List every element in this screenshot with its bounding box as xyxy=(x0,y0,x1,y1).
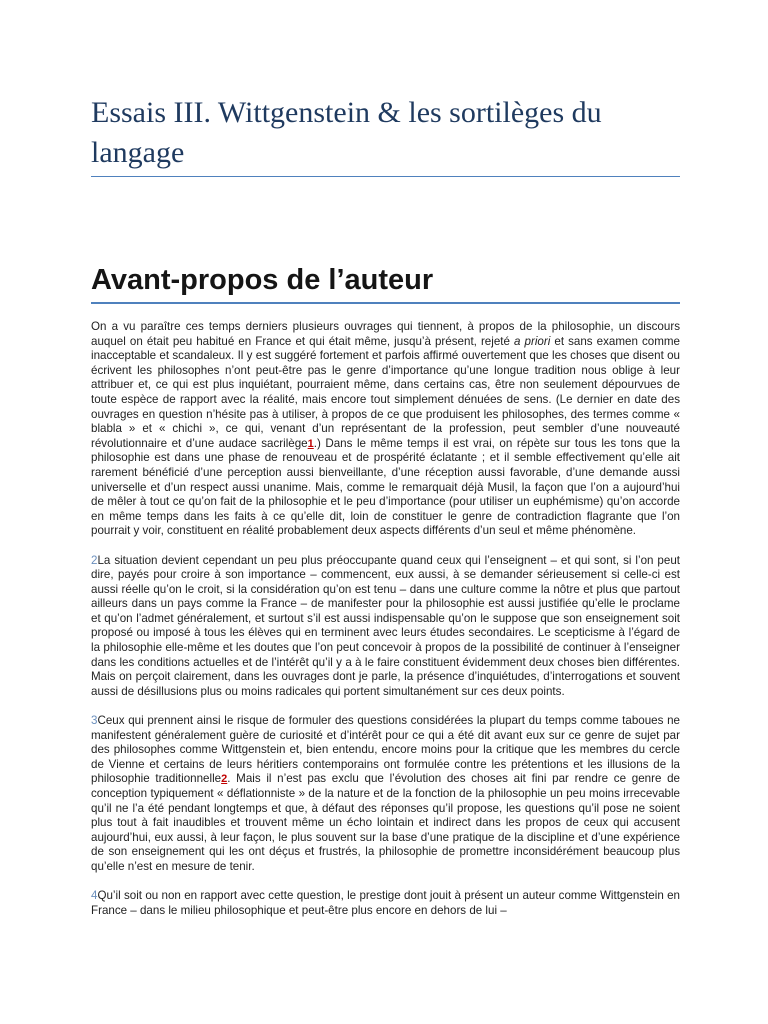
paragraph-text: .) Dans le même temps il est vrai, on répète sur tous les tons que la philosophie est dans une phase de renouveau et de prospérité éclatante ; et il semble effectivement qu’elle ait rarement bénéficié d’une perception aussi bienveillante, d’une réception aussi favorable, d’une demande aussi universelle et d’un respect aussi unanime. Mais, comme le remarquait déjà Musil, la façon que l’on a aujourd’hui de mêler à tout ce qu’on fait de la philosophie et le peu d’importance (pour utiliser un euphémisme) qu’on accorde en même temps dans les faits à ce qu’elle dit, loin de constituer le genre de contradiction flagrante que l’on pourrait y voir, constituent en réalité probablement deux aspects différents d’un seul et même phénomène. xyxy=(91,436,680,538)
italic-phrase: a priori xyxy=(514,334,551,348)
paragraph-2 xyxy=(91,554,680,700)
paragraph-text: Qu’il soit ou non en rapport avec cette question, le prestige dont jouit à présent un auteur comme Wittgenstein en France – dans le milieu philosophique et peut-être plus encore en dehors de lui – xyxy=(91,889,680,917)
footnote-link-2[interactable]: 2 xyxy=(221,773,228,786)
section-divider xyxy=(91,302,680,304)
section-title: Avant-propos de l’auteur xyxy=(91,264,434,296)
paragraph-4 xyxy=(91,889,680,918)
document-title: Essais III. Wittgenstein & les sortilèges du langage xyxy=(91,96,602,169)
paragraph-1 xyxy=(91,320,680,539)
paragraph-text: Ceux qui prennent ainsi le risque de formuler des questions considérées la plupart du temps comme taboues ne manifestent généralement guère de curiosité et d’intérêt pour ce qui a été dit avant eux sur ce genre de sujet par des philosophes comme Wittgenstein et, bien entendu, encore moins pour la critique que les membres du cercle de Vienne et certains de leurs héritiers contemporains ont formulée contre les prétentions et les illusions de la philosophie traditionnelle xyxy=(91,714,680,786)
document-body xyxy=(91,320,680,933)
paragraph-text: On a vu paraître ces temps derniers plusieurs ouvrages qui tiennent, à propos de la philosophie, un discours auquel on était peu habitué en France et qui était même, jusqu’à présent, rejeté xyxy=(91,320,680,348)
paragraph-number: 4 xyxy=(91,889,98,903)
paragraph-text: La situation devient cependant un peu plus préoccupante quand ceux qui l’enseignent – et qui sont, si l’on peut dire, payés pour croire à son importance – commencent, eux aussi, à se demander sérieusement si celle-ci est aussi réelle qu’on le croit, si la considération qu’on est tenu – dans une culture comme la nôtre et plus que partout ailleurs dans un pays comme la France – de manifester pour la philosophie est aussi justifiée qu’elle le proclame et qu’on l’admet généralement, et surtout s’il est aussi indispensable qu’on le suppose que son enseignement soit proposé ou imposé à tous les élèves qui en terminent avec leurs études secondaires. Le scepticisme à l’égard de la philosophie elle-même et les doutes que l’on peut concevoir à propos de la possibilité de continuer à l’enseigner dans les conditions actuelles et de l’intérêt qu’il y a à le faire constituent évidemment deux choses bien différentes. Mais on perçoit clairement, dans les ouvrages dont je parle, la présence d’inquiétudes, d’interrogations et souvent aussi de désillusions plus ou moins radicales qui portent simultanément sur ces deux points. xyxy=(91,553,680,698)
paragraph-text: . Mais il n’est pas exclu que l’évolution des choses ait fini par rendre ce genre de conception typiquement « déflationniste » de la nature et de la fonction de la philosophie un peu moins irrecevable qu’il ne l’a été pendant longtemps et que, à défaut des réponses qu’il propose, les questions qu’il pose ne soient plus tout à fait inaudibles et trouvent même un écho lointain et indirect dans les propos de ceux qui accusent aujourd’hui, eux aussi, à leur façon, le plus souvent sur la base d’une pratique de la discipline et d’une expérience de son enseignement qui les ont déçus et frustrés, la philosophie de promettre inconsidérément beaucoup plus qu’elle n’est en mesure de tenir. xyxy=(91,772,680,873)
paragraph-3 xyxy=(91,714,680,875)
paragraph-text: et sans examen comme inacceptable et scandaleux. Il y est suggéré fortement et parfois affirmé ouvertement que les choses que disent ou écrivent les philosophes n’ont peut-être pas le genre d’importance qu’une longue tradition nous oblige à leur attribuer et, ce qui est plus inquiétant, pourraient même, dans certains cas, être non seulement dépourvues de toute espèce de rapport avec la réalité, mais encore tout simplement dénuées de sens. (Le dernier en date des ouvrages en question n’hésite pas à utiliser, à propos de ce que produisent les philosophes, des termes comme « blabla » et « chichi », ce qui, venant d’un représentant de la profession, peut sembler d’une nouveauté révolutionnaire et d’une audace sacrilège xyxy=(91,334,680,450)
footnote-link-1[interactable]: 1 xyxy=(307,437,314,450)
title-divider xyxy=(91,176,680,177)
paragraph-number: 2 xyxy=(91,553,98,567)
paragraph-number: 3 xyxy=(91,714,98,728)
